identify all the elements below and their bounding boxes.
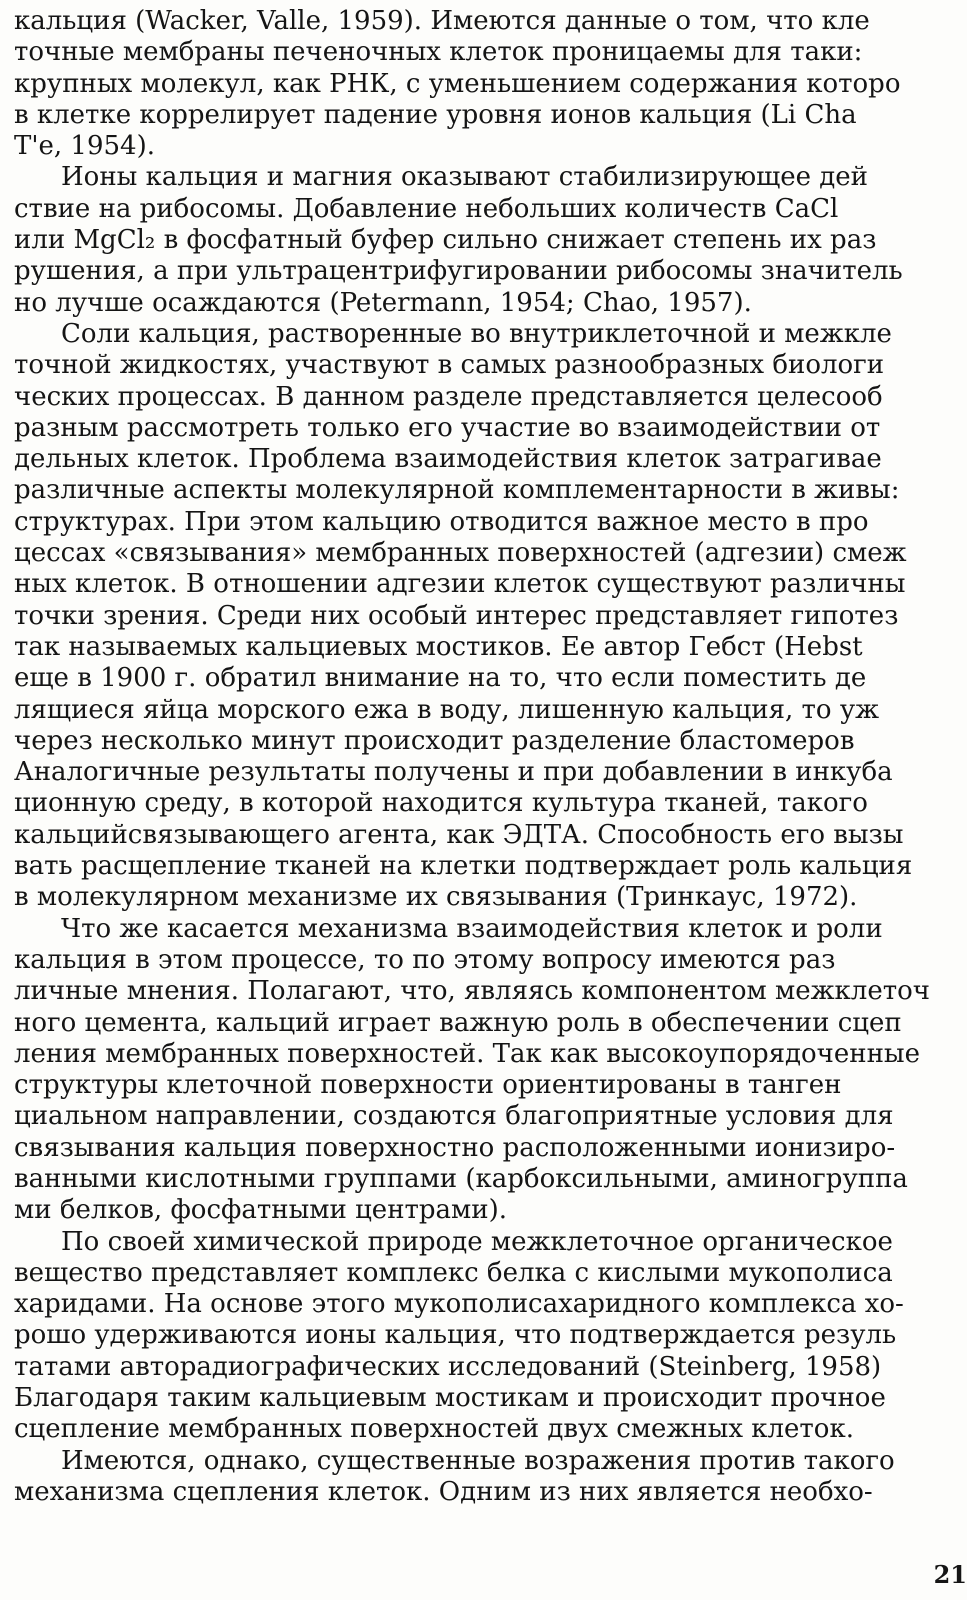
text-line: еще в 1900 г. обратил внимание на то, что если поместить де: [14, 663, 867, 694]
text-line: циальном направлении, создаются благоприятные условия для: [14, 1101, 894, 1132]
text-line: рошо удерживаются ионы кальция, что подтверждается резуль: [14, 1320, 897, 1351]
text-line: ствие на рибосомы. Добавление небольших количеств CaCl: [14, 193, 839, 224]
text-line: кальцийсвязывающего агента, как ЭДТА. Способность его вызы: [14, 819, 904, 850]
text-line: через несколько минут происходит разделение бластомеров: [14, 725, 855, 756]
text-line: крупных молекул, как РНК, с уменьшением содержания которо: [14, 68, 901, 99]
page-number: 21: [933, 1560, 967, 1589]
text-line: структуры клеточной поверхности ориентированы в танген: [14, 1070, 842, 1101]
text-line: Имеются, однако, существенные возражения против такого: [61, 1445, 895, 1476]
text-line: кальция в этом процессе, то по этому вопросу имеются раз: [14, 944, 836, 975]
text-line: T'e, 1954).: [14, 131, 155, 162]
text-line: дельных клеток. Проблема взаимодействия клеток затрагивае: [14, 444, 882, 475]
text-line: сцепление мембранных поверхностей двух смежных клеток.: [14, 1414, 854, 1445]
text-line: в клетке коррелирует падение уровня ионов кальция (Li Cha: [14, 99, 857, 130]
text-line: в молекулярном механизме их связывания (Тринкаус, 1972).: [14, 882, 858, 913]
text-line: ми белков, фосфатными центрами).: [14, 1195, 508, 1226]
text-line: ванными кислотными группами (карбоксильными, аминогруппа: [14, 1163, 908, 1194]
text-line: различные аспекты молекулярной комплементарности в живы:: [14, 475, 900, 506]
text-line: вать расщепление тканей на клетки подтверждает роль кальция: [14, 851, 913, 882]
text-line: ного цемента, кальций играет важную роль в обеспечении сцеп: [14, 1007, 902, 1038]
text-line: цессах «связывания» мембранных поверхностей (адгезии) смеж: [14, 538, 907, 569]
text-line: точной жидкостях, участвуют в самых разнообразных биологи: [14, 350, 885, 381]
text-line: ных клеток. В отношении адгезии клеток существуют различны: [14, 569, 906, 600]
text-line: Благодаря таким кальциевым мостикам и происходит прочное: [14, 1383, 886, 1414]
text-line: так называемых кальциевых мостиков. Ее автор Гебст (Hebst: [14, 631, 863, 662]
text-line: Аналогичные результаты получены и при добавлении в инкуба: [14, 757, 893, 788]
text-line: ческих процессах. В данном разделе представляется целесооб: [14, 381, 883, 412]
text-line: но лучше осаждаются (Petermann, 1954; Chao, 1957).: [14, 287, 752, 318]
text-line: лящиеся яйца морского ежа в воду, лишенную кальция, то уж: [14, 694, 880, 725]
body-text: [14, 6, 954, 1508]
text-line: или MgCl₂ в фосфатный буфер сильно снижает степень их раз: [14, 225, 877, 256]
text-line: Что же касается механизма взаимодействия клеток и роли: [61, 913, 883, 944]
text-line: харидами. На основе этого мукополисахаридного комплекса хо-: [14, 1289, 904, 1320]
text-line: ления мембранных поверхностей. Так как высокоупорядоченные: [14, 1038, 921, 1069]
text-line: связывания кальция поверхностно расположенными ионизиро-: [14, 1132, 896, 1163]
text-line: личные мнения. Полагают, что, являясь компонентом межклеточ: [14, 976, 930, 1007]
text-line: разным рассмотреть только его участие во взаимодействии от: [14, 412, 881, 443]
text-line: Соли кальция, растворенные во внутриклеточной и межкле: [61, 318, 892, 349]
text-line: точные мембраны печеночных клеток проницаемы для таки:: [14, 37, 863, 68]
text-line: механизма сцепления клеток. Одним из них является необхо-: [14, 1476, 873, 1507]
text-line: татами авторадиографических исследований (Steinberg, 1958): [14, 1351, 882, 1382]
text-line: рушения, а при ультрацентрифугировании рибосомы значитель: [14, 256, 903, 287]
text-line: По своей химической природе межклеточное органическое: [61, 1226, 893, 1257]
text-line: Ионы кальция и магния оказывают стабилизирующее дей: [61, 162, 869, 193]
text-line: вещество представляет комплекс белка с кислыми мукополиса: [14, 1257, 893, 1288]
text-line: ционную среду, в которой находится культура тканей, такого: [14, 788, 868, 819]
text-line: кальция (Wacker, Valle, 1959). Имеются данные о том, что кле: [14, 6, 870, 36]
text-line: точки зрения. Среди них особый интерес представляет гипотез: [14, 600, 899, 631]
text-line: структурах. При этом кальцию отводится важное место в про: [14, 506, 869, 537]
